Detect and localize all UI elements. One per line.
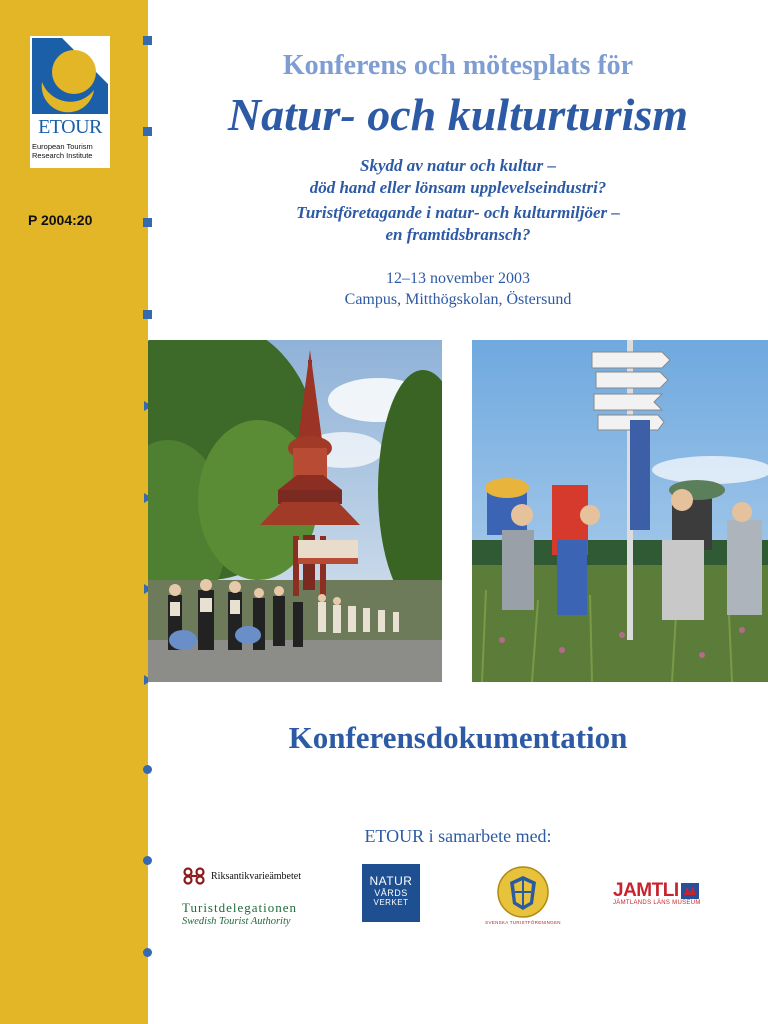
etour-logo — [30, 36, 110, 168]
stf-name: SVENSKA TURISTFÖRENINGEN — [485, 920, 561, 925]
subtitle-question-1 — [148, 155, 768, 199]
header-line1: Konferens och mötesplats för — [282, 50, 634, 81]
photo-hikers — [472, 340, 768, 682]
section-title: Konferensdokumentation — [288, 720, 628, 755]
report-code: P 2004:20 — [28, 212, 93, 228]
subtitle-question-2 — [148, 202, 768, 246]
edge-marker — [143, 765, 152, 774]
td-name: Turistdelegationen — [182, 900, 298, 915]
edge-marker — [143, 856, 152, 865]
turistdelegationen-logo — [182, 900, 297, 927]
event-location: Campus, Mitthögskolan, Östersund — [344, 291, 572, 308]
logo-subtitle-line1: European Tourism — [32, 142, 93, 151]
jamtli-emblem-icon — [681, 883, 699, 899]
nv-line2: VÅRDS — [374, 888, 408, 898]
jamtli-logo — [613, 880, 701, 906]
etour-logo-name: ETOUR — [38, 116, 102, 138]
jamtli-name: JAMTLI — [613, 880, 679, 901]
naturvardsverket-logo — [362, 864, 420, 922]
edge-marker — [143, 948, 152, 957]
jamtli-subtitle: JÄMTLANDS LÄNS MUSEUM — [613, 900, 701, 906]
etour-logo-subtitle — [32, 142, 110, 160]
photo-bell-tower — [148, 340, 442, 682]
partners-heading: ETOUR i samarbete med: — [364, 826, 552, 846]
td-subtitle: Swedish Tourist Authority — [182, 916, 291, 927]
edge-marker — [143, 36, 152, 45]
stf-logo — [478, 864, 568, 928]
logo-subtitle-line2: Research Institute — [32, 151, 93, 160]
nv-line3: VERKET — [373, 898, 409, 907]
edge-marker — [143, 310, 152, 319]
page-title: Natur- och kulturturism — [227, 89, 689, 140]
subtitle-q2-line2: en framtidsbransch? — [385, 225, 531, 244]
event-info — [148, 268, 768, 310]
subtitle-q1-line1: Skydd av natur och kultur – — [359, 156, 556, 175]
nv-line1: NATUR — [369, 874, 413, 888]
subtitle-q1-line2: död hand eller lönsam upplevelseindustri? — [309, 178, 607, 197]
etour-logo-icon — [32, 38, 108, 114]
raa-name: Riksantikvarieämbetet — [211, 870, 301, 882]
stf-emblem-icon — [478, 864, 568, 920]
event-date: 12–13 november 2003 — [386, 270, 530, 287]
raa-emblem-icon — [183, 867, 205, 885]
subtitle-q2-line1: Turistföretagande i natur- och kulturmiljöer – — [296, 203, 620, 222]
raa-logo — [183, 867, 301, 885]
